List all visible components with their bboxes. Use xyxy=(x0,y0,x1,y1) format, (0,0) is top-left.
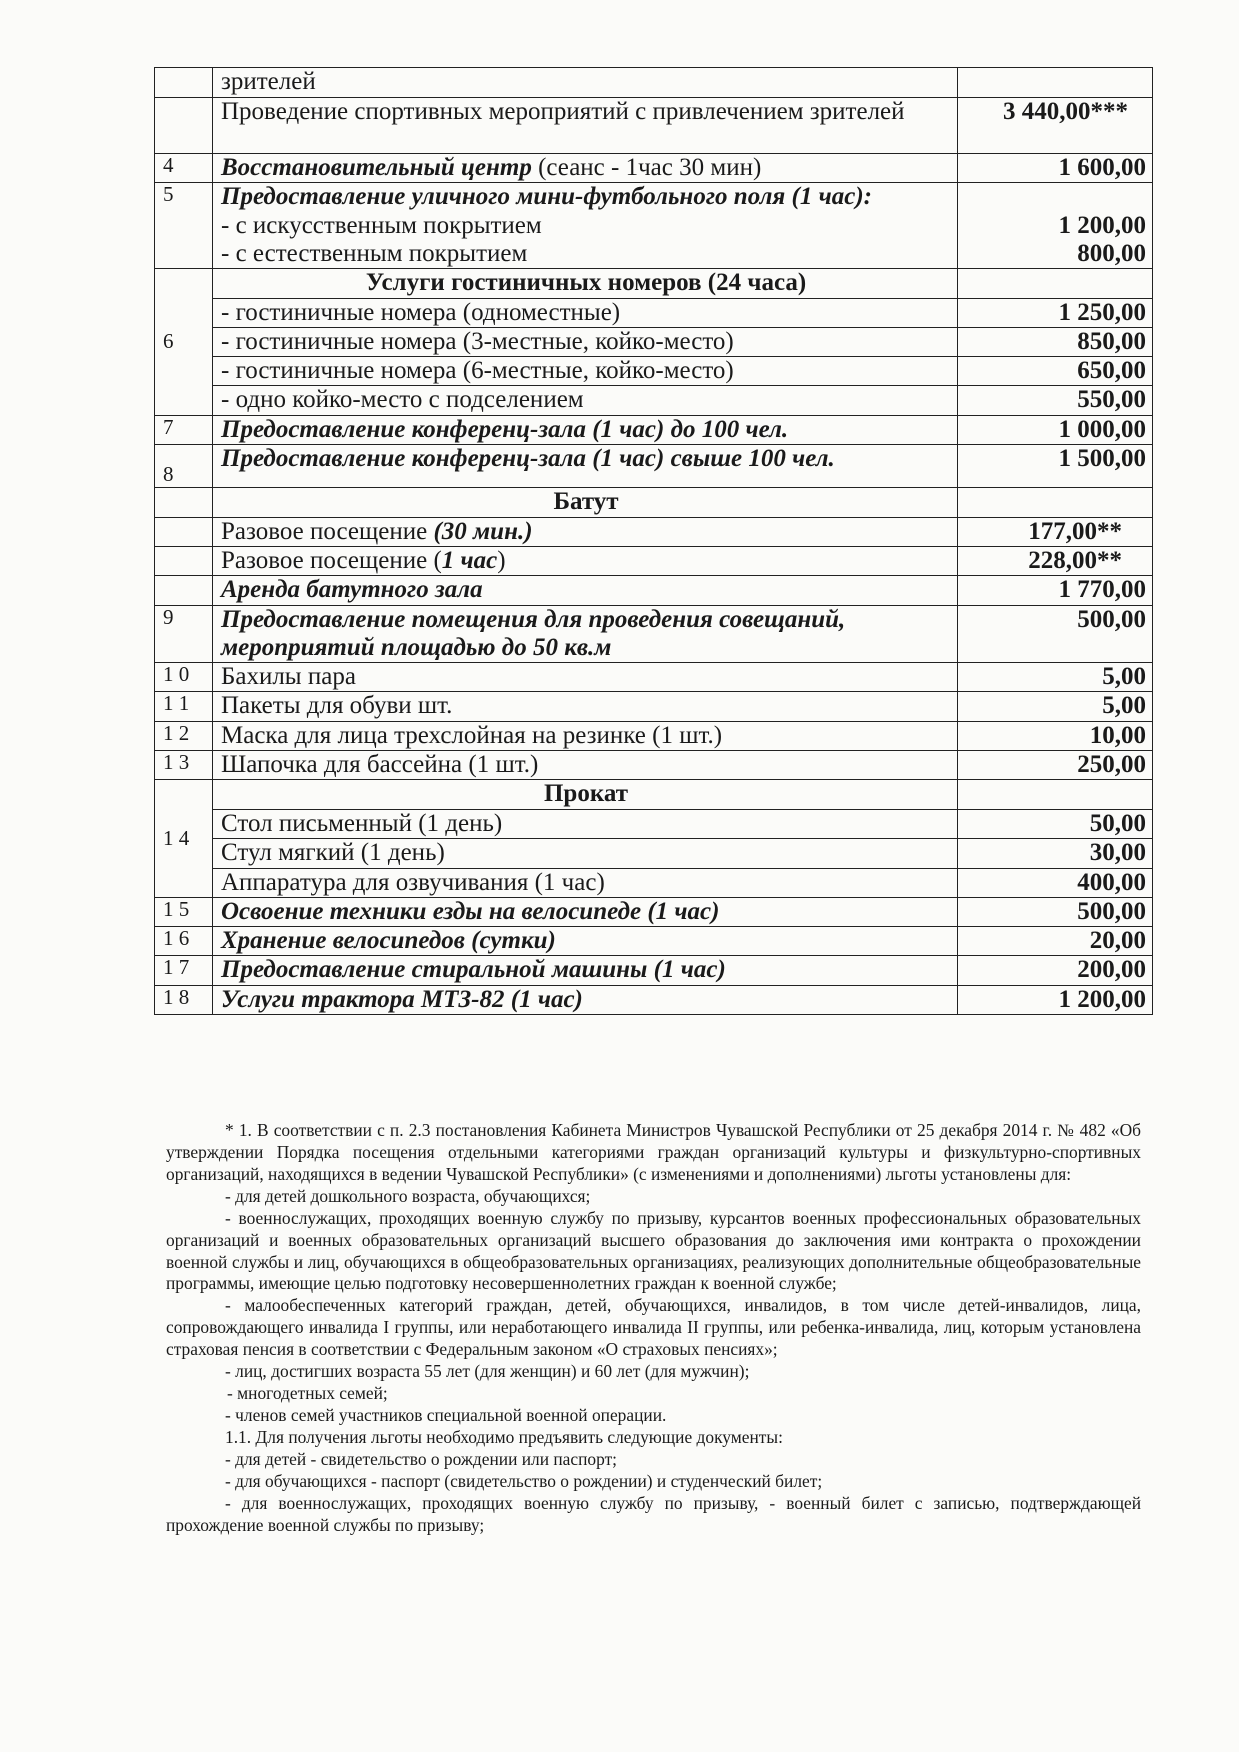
section-heading: Прокат xyxy=(213,780,958,810)
price-cell xyxy=(958,183,1153,269)
service-label-tail: ) xyxy=(497,547,506,574)
footnote-paragraph: - для детей - свидетельство о рождении или паспорт; xyxy=(225,1448,618,1469)
row-number: 1 7 xyxy=(155,956,213,985)
row-number xyxy=(155,98,213,154)
price-cell: 3 440,00*** xyxy=(958,98,1153,154)
service-option: - с естественным покрытием xyxy=(221,239,528,267)
table-row xyxy=(155,68,1153,98)
service-name xyxy=(213,183,958,269)
table-row xyxy=(155,605,1153,663)
footnote-paragraph: - членов семей участников специальной военной операции. xyxy=(225,1404,667,1425)
service-option: - с искусственным покрытием xyxy=(221,211,542,239)
section-heading: Услуги гостиничных номеров (24 часа) xyxy=(213,269,958,298)
price-value: 1 200,00 xyxy=(1058,211,1146,239)
service-name: Шапочка для бассейна (1 шт.) xyxy=(213,750,958,779)
table-row xyxy=(155,927,1153,956)
row-number: 1 5 xyxy=(155,897,213,926)
table-row xyxy=(155,721,1153,750)
price-cell: 250,00 xyxy=(958,750,1153,779)
row-number: 8 xyxy=(155,444,213,487)
service-name: Услуги трактора МТЗ-82 (1 час) xyxy=(213,985,958,1014)
price-cell: 20,00 xyxy=(958,927,1153,956)
table-row xyxy=(155,183,1153,269)
service-name: зрителей xyxy=(213,68,958,98)
price-cell: 1 200,00 xyxy=(958,985,1153,1014)
service-name: - гостиничные номера (3-местные, койко-место) xyxy=(213,327,958,356)
price-cell: 850,00 xyxy=(958,327,1153,356)
footnote-paragraph: - лиц, достигших возраста 55 лет (для женщин) и 60 лет (для мужчин); xyxy=(225,1361,750,1382)
service-name: - одно койко-место с подселением xyxy=(213,386,958,415)
table-row xyxy=(155,98,1153,154)
service-label: Разовое посещение ( xyxy=(221,547,442,574)
service-duration: (30 мин.) xyxy=(433,517,533,545)
row-number: 9 xyxy=(155,605,213,663)
service-duration: 1 час xyxy=(441,547,498,574)
price-cell: 650,00 xyxy=(958,357,1153,386)
service-label: Разовое посещение xyxy=(221,517,434,545)
service-name: Предоставление помещения для проведения совещаний, мероприятий площадью до 50 кв.м xyxy=(213,605,958,663)
price-cell: 50,00 xyxy=(958,810,1153,839)
price-value: 800,00 xyxy=(1077,239,1146,267)
table-row xyxy=(155,897,1153,926)
price-cell xyxy=(958,269,1153,298)
price-cell: 550,00 xyxy=(958,386,1153,415)
footnote-paragraph: - для военнослужащих, проходящих военную службу по призыву, - военный билет с записью, подтверждающей прохождение военной службы по призыву; xyxy=(166,1492,1141,1535)
service-name: Проведение спортивных мероприятий с привлечением зрителей xyxy=(213,98,958,154)
footnote-paragraph: - военнослужащих, проходящих военную службу по призыву, курсантов военных профессиональных образовательных организаций и военных образовательных организаций высшего образования до заключения ими контракта о прохождении военной службы и лиц, обучающихся в общеобразовательных организациях, реализующих дополнительные общеобразовательные программы, имеющие целью подготовку несовершеннолетних граждан к военной службе; xyxy=(166,1207,1141,1294)
footnote-paragraph: - для обучающихся - паспорт (свидетельство о рождении) и студенческий билет; xyxy=(225,1470,823,1491)
service-name: Аппаратура для озвучивания (1 час) xyxy=(213,868,958,897)
footnote-paragraph: - для детей дошкольного возраста, обучающихся; xyxy=(225,1185,591,1206)
price-cell: 30,00 xyxy=(958,839,1153,868)
row-number: 1 8 xyxy=(155,985,213,1014)
service-name: Аренда батутного зала xyxy=(213,576,958,605)
price-cell: 500,00 xyxy=(958,605,1153,663)
price-cell xyxy=(958,487,1153,517)
row-number: 1 2 xyxy=(155,721,213,750)
table-row xyxy=(155,386,1153,415)
table-row xyxy=(155,154,1153,183)
price-cell: 500,00 xyxy=(958,897,1153,926)
price-cell: 10,00 xyxy=(958,721,1153,750)
price-cell xyxy=(958,68,1153,98)
row-number xyxy=(155,517,213,546)
price-cell: 200,00 xyxy=(958,956,1153,985)
footnote-paragraph: - многодетных семей; xyxy=(227,1383,388,1404)
table-row xyxy=(155,444,1153,487)
row-number: 7 xyxy=(155,415,213,444)
service-name: Освоение техники езды на велосипеде (1 час) xyxy=(213,897,958,926)
price-cell: 228,00** xyxy=(958,547,1153,576)
table-row xyxy=(155,663,1153,692)
price-cell: 1 770,00 xyxy=(958,576,1153,605)
footnotes xyxy=(166,1120,1141,1537)
table-row xyxy=(155,868,1153,897)
price-cell: 177,00** xyxy=(958,517,1153,546)
service-name: Бахилы пара xyxy=(213,663,958,692)
table-row xyxy=(155,327,1153,356)
footnote-paragraph: * 1. В соответствии с п. 2.3 постановления Кабинета Министров Чувашской Республики от 25 декабря 2014 г. № 482 «Об утверждении Порядка посещения отдельными категориями граждан организаций культуры и физкультурно-спортивных организаций, находящихся в ведении Чувашской Республики» (с изменениями и дополнениями) льготы установлены для: xyxy=(166,1120,1141,1184)
service-name: Стол письменный (1 день) xyxy=(213,810,958,839)
table-row xyxy=(155,810,1153,839)
price-cell: 400,00 xyxy=(958,868,1153,897)
service-name xyxy=(213,517,958,546)
table-row xyxy=(155,269,1153,298)
row-number: 4 xyxy=(155,154,213,183)
table-row xyxy=(155,780,1153,810)
service-name: - гостиничные номера (одноместные) xyxy=(213,298,958,327)
row-number: 1 4 xyxy=(155,780,213,898)
service-name: Стул мягкий (1 день) xyxy=(213,839,958,868)
table-row xyxy=(155,357,1153,386)
service-name: Предоставление конференц-зала (1 час) свыше 100 чел. xyxy=(213,444,958,487)
price-table xyxy=(154,67,1153,1015)
service-title: Восстановительный центр xyxy=(221,154,532,181)
row-number: 1 6 xyxy=(155,927,213,956)
price-cell: 5,00 xyxy=(958,692,1153,721)
table-row xyxy=(155,298,1153,327)
price-cell: 1 000,00 xyxy=(958,415,1153,444)
row-number xyxy=(155,547,213,576)
table-row xyxy=(155,750,1153,779)
price-cell xyxy=(958,780,1153,810)
section-heading: Батут xyxy=(213,487,958,517)
table-row xyxy=(155,692,1153,721)
footnote-paragraph: 1.1. Для получения льготы необходимо предъявить следующие документы: xyxy=(225,1426,783,1447)
service-name: Предоставление стиральной машины (1 час) xyxy=(213,956,958,985)
service-detail: (сеанс - 1час 30 мин) xyxy=(531,154,762,181)
row-number xyxy=(155,487,213,517)
table-row xyxy=(155,415,1153,444)
service-name: Пакеты для обуви шт. xyxy=(213,692,958,721)
service-name xyxy=(213,154,958,183)
row-number: 5 xyxy=(155,183,213,269)
table-row xyxy=(155,985,1153,1014)
table-row xyxy=(155,576,1153,605)
service-name: Маска для лица трехслойная на резинке (1 шт.) xyxy=(213,721,958,750)
service-name: Хранение велосипедов (сутки) xyxy=(213,927,958,956)
service-title: Предоставление уличного мини-футбольного поля (1 час): xyxy=(221,183,872,211)
table-row xyxy=(155,547,1153,576)
table-row xyxy=(155,956,1153,985)
table-row xyxy=(155,487,1153,517)
row-number: 6 xyxy=(155,269,213,415)
table-row xyxy=(155,839,1153,868)
row-number: 1 1 xyxy=(155,692,213,721)
price-cell: 1 500,00 xyxy=(958,444,1153,487)
price-cell: 1 250,00 xyxy=(958,298,1153,327)
service-name xyxy=(213,547,958,576)
price-cell: 5,00 xyxy=(958,663,1153,692)
service-name: - гостиничные номера (6-местные, койко-место) xyxy=(213,357,958,386)
service-name: Предоставление конференц-зала (1 час) до 100 чел. xyxy=(213,415,958,444)
row-number xyxy=(155,576,213,605)
row-number xyxy=(155,68,213,98)
footnote-paragraph: - малообеспеченных категорий граждан, детей, обучающихся, инвалидов, в том числе детей-инвалидов, лица, сопровождающего инвалида I группы, или неработающего инвалида II группы, или ребенка-инвалида, лиц, которым установлена страховая пенсия в соответствии с Федеральным законом «О страховых пенсиях»; xyxy=(166,1295,1141,1360)
row-number: 1 0 xyxy=(155,663,213,692)
price-cell: 1 600,00 xyxy=(958,154,1153,183)
row-number: 1 3 xyxy=(155,750,213,779)
table-row xyxy=(155,517,1153,546)
